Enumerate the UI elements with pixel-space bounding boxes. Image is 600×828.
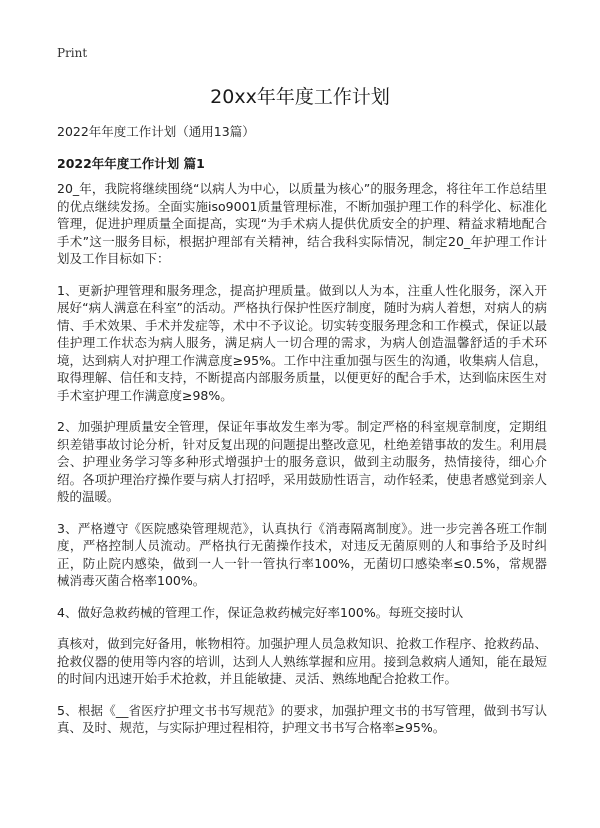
- paragraph-item-3: 3、严格遵守《医院感染管理规范》，认真执行《消毒隔离制度》。进一步完善各班工作制度，严格控制人员流动。严格执行无菌操作技术，对违反无菌原则的人和事给予及时纠正，防止院内感染，做到一人一针一管执行率100%，无菌切口感染率≤0.5%，常规器械消毒灭菌合格率100%。: [57, 520, 547, 588]
- paragraph-item-2: 2、加强护理质量安全管理，保证年事故发生率为零。制定严格的科室规章制度，定期组织差错事故讨论分析，针对反复出现的问题提出整改意见，杜绝差错事故的发生。利用晨会、护理业务学习等多种形式增强护士的服务意识，做到主动服务，热情接待，细心介绍。各项护理治疗操作要与病人打招呼，采用鼓励性语言，动作轻柔，使患者感觉到亲人般的温暖。: [57, 419, 547, 504]
- paragraph-intro: 20_年，我院将继续围绕“以病人为中心，以质量为核心”的服务理念，将往年工作总结里的优点继续发扬。全面实施iso9001质量管理标准，不断加强护理工作的科学化、标准化管理，促进护理质量全面提高，实现“为手术病人提供优质安全的护理、精益求精地配合手术”这一服务目标，根据护理部有关精神，结合我科实际情况，制定20_年护理工作计划及工作目标如下：: [57, 181, 547, 266]
- print-label: Print: [57, 46, 88, 60]
- paragraph-item-1: 1、更新护理管理和服务理念，提高护理质量。做到以人为本，注重人性化服务，深入开展好“病人满意在科室”的活动。严格执行保护性医疗制度，随时为病人着想，对病人的病情、手术效果、手术并发症等，术中不予议论。切实转变服务理念和工作模式，保证以最佳护理工作状态为病人服务，满足病人一切合理的需求，为病人创造温馨舒适的手术环境，达到病人对护理工作满意度≥95%。工作中注重加强与医生的沟通，收集病人信息，取得理解、信任和支持，不断提高内部服务质量，以便更好的配合手术，达到临床医生对手术室护理工作满意度≥98%。: [57, 282, 547, 403]
- paragraph-item-4-continued: 真核对，做到完好备用，帐物相符。加强护理人员急救知识、抢救工作程序、抢救药品、抢救仪器的使用等内容的培训，达到人人熟练掌握和应用。接到急救病人通知，能在最短的时间内迅速开始手术抢救，并且能敏捷、灵活、熟练地配合抢救工作。: [57, 636, 547, 686]
- body-text: [57, 180, 547, 751]
- document-title: 20xx年年度工作计划: [210, 86, 390, 108]
- paragraph-item-4: 4、做好急救药械的管理工作，保证急救药械完好率100%。每班交接时认: [57, 604, 464, 620]
- document-subtitle: 2022年年度工作计划（通用13篇）: [57, 124, 255, 139]
- paragraph-item-5: 5、根据《__省医疗护理文书书写规范》的要求，加强护理文书的书写管理，做到书写认真、及时、规范，与实际护理过程相符，护理文书书写合格率≥95%。: [57, 702, 547, 735]
- section-heading: 2022年年度工作计划 篇1: [57, 156, 205, 171]
